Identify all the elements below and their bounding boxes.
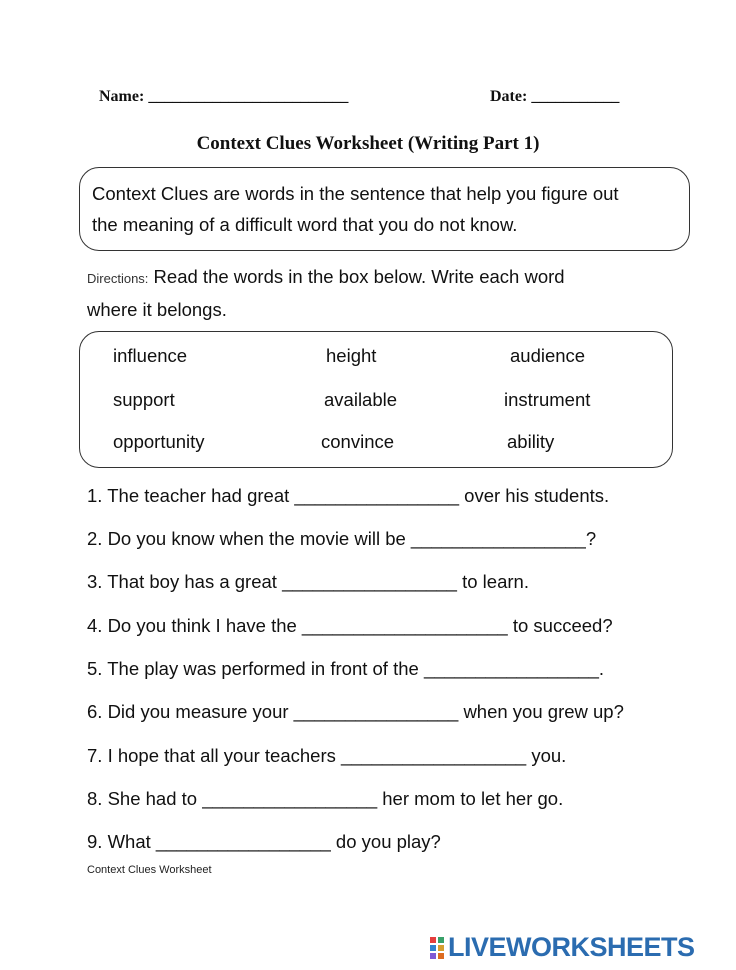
directions-line-2: where it belongs. xyxy=(87,299,227,320)
logo-square xyxy=(430,937,436,943)
date-field: Date: ___________ xyxy=(490,88,620,105)
question-4: 4. Do you think I have the ____________________ to succeed? xyxy=(87,615,613,636)
logo-square xyxy=(438,953,444,959)
question-8: 8. She had to _________________ her mom to let her go. xyxy=(87,788,564,809)
word-bank-item: influence xyxy=(113,345,188,366)
question-5: 5. The play was performed in front of the _________________. xyxy=(87,658,604,679)
footer-text: Context Clues Worksheet xyxy=(87,864,212,876)
worksheet-title: Context Clues Worksheet (Writing Part 1) xyxy=(196,133,540,154)
word-bank-item: height xyxy=(326,345,377,366)
directions-line-1: Read the words in the box below. Write each word xyxy=(148,266,565,287)
word-bank-item: available xyxy=(324,389,398,410)
question-9: 9. What _________________ do you play? xyxy=(87,831,441,852)
word-bank-item: instrument xyxy=(504,389,591,410)
word-bank-item: audience xyxy=(510,345,586,366)
definition-line-2: the meaning of a difficult word that you do not know. xyxy=(92,214,518,235)
logo-square xyxy=(430,953,436,959)
question-2: 2. Do you know when the movie will be _________________? xyxy=(87,528,597,549)
logo-square xyxy=(438,937,444,943)
question-1: 1. The teacher had great ________________ over his students. xyxy=(87,485,610,506)
liveworksheets-logo xyxy=(430,932,695,963)
question-6: 6. Did you measure your ________________ when you grew up? xyxy=(87,701,624,722)
logo-square xyxy=(438,945,444,951)
definition-line-1: Context Clues are words in the sentence that help you figure out xyxy=(92,183,619,204)
question-7: 7. I hope that all your teachers __________________ you. xyxy=(87,745,567,766)
directions xyxy=(87,261,687,325)
liveworksheets-icon xyxy=(430,937,444,959)
word-bank-item: ability xyxy=(507,431,555,452)
brand-text: LIVEWORKSHEETS xyxy=(448,932,695,962)
word-bank-item: opportunity xyxy=(113,431,205,452)
word-bank-item: convince xyxy=(321,431,395,452)
question-3: 3. That boy has a great _________________ to learn. xyxy=(87,571,529,592)
definition-box xyxy=(79,167,690,251)
logo-square xyxy=(430,945,436,951)
word-bank-item: support xyxy=(113,389,175,410)
name-field: Name: _________________________ xyxy=(99,88,349,105)
directions-label: Directions: xyxy=(87,271,149,286)
